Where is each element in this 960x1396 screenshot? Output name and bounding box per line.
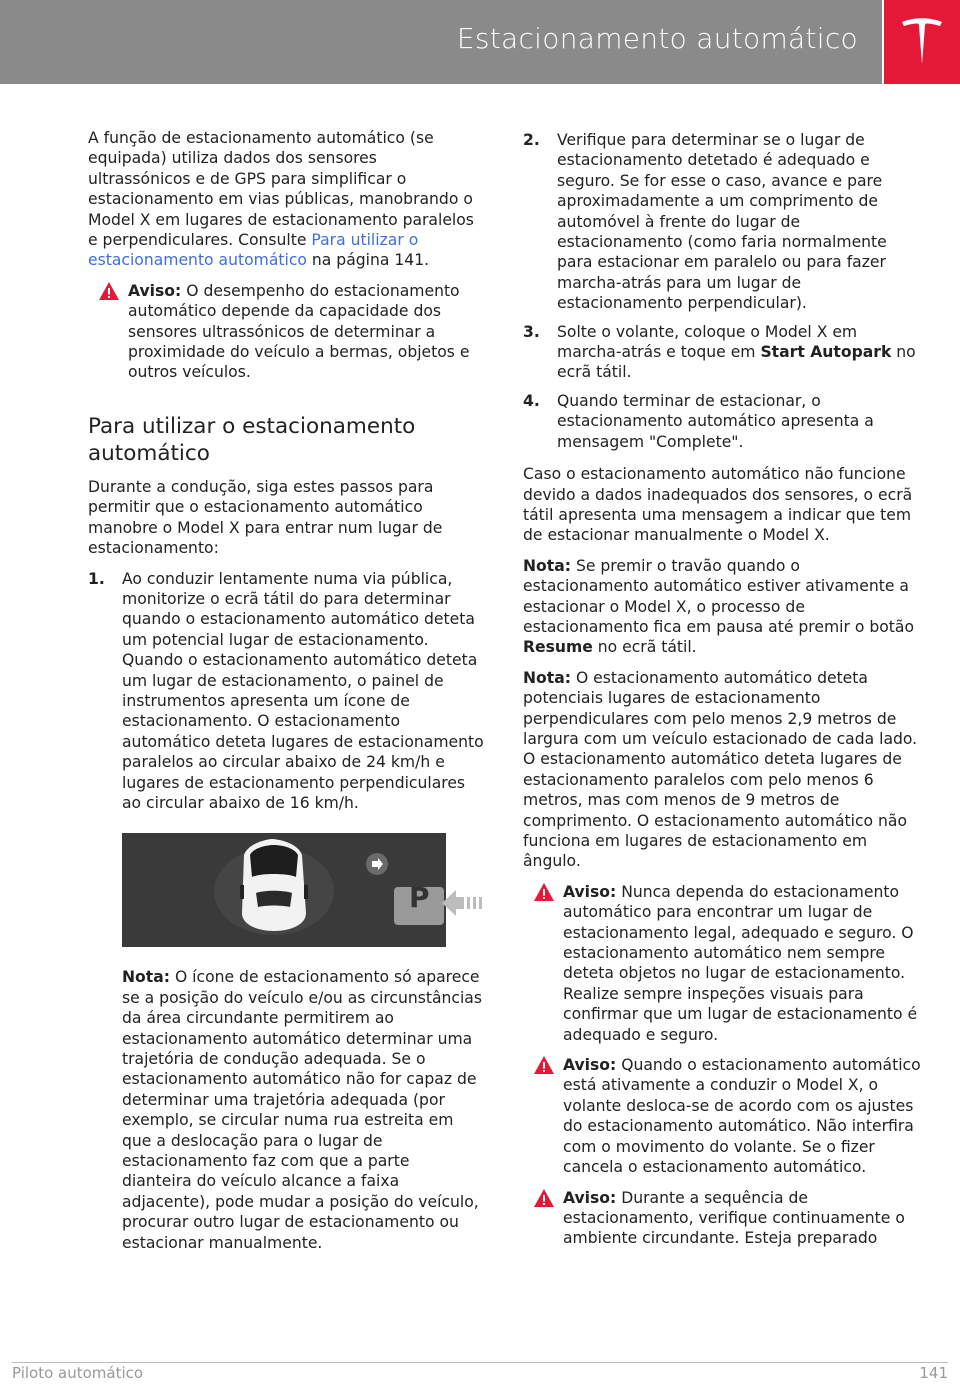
car-top-view-icon: [122, 833, 446, 947]
warning-text: Durante a sequência de estacionamento, verifique continuamente o ambiente circundante. Esteja preparado: [563, 1188, 905, 1248]
warning-label: Aviso:: [563, 882, 617, 901]
step-text: Quando terminar de estacionar, o estacionamento automático apresenta a mensagem "Complete".: [557, 391, 874, 451]
step-number: 1.: [88, 569, 105, 588]
warning-icon: [98, 281, 120, 301]
note-label: Nota:: [122, 968, 170, 987]
tesla-logo: [884, 0, 960, 84]
step-text-end: no ecrã tátil.: [557, 343, 916, 382]
warning-block: [88, 281, 484, 383]
warning-icon: [533, 882, 555, 902]
parking-p-label: P: [409, 881, 430, 915]
step-text: Verifique para determinar se o lugar de estacionamento detetado é adequado e seguro. Se for esse o caso, avance e pare aproximadamente a um comprimento de automóvel à frente do lugar de estacionamento (como faria normalmente para estacionar em paralelo ou para fazer marcha-atrás para um lugar de estacionamento perpendicular).: [557, 131, 887, 313]
note-text: O estacionamento automático deteta potenciais lugares de estacionamento perpendiculares com pelo menos 2,9 metros de largura com um veículo estacionado de cada lado. O estacionamento automático deteta lugares de estacionamento paralelos com pelo menos 6 metros, mas com menos de 9 metros de comprimento. O estacionamento automático não funciona em lugares de estacionamento em ângulo.: [523, 668, 918, 871]
manual-parking-paragraph: Caso o estacionamento automático não funcione devido a dados inadequados dos sensores, o ecrã tátil apresenta uma mensagem a indicar que tem de estacionar manualmente o Model X.: [523, 465, 913, 545]
step-number: 4.: [523, 391, 540, 410]
note-dimensions: [523, 668, 923, 872]
section-paragraph: Durante a condução, siga estes passos para permitir que o estacionamento automático manobre o Model X para entrar num lugar de estacionamento:: [88, 477, 443, 558]
warning-icon: [533, 1055, 555, 1075]
step-2: [523, 130, 923, 314]
left-column: [88, 128, 484, 1253]
intro-text-end: na página 141.: [306, 251, 430, 270]
note-text: O ícone de estacionamento só aparece se a posição do veículo e/ou as circunstâncias da área circundante permitirem ao estacionamento automático determinar uma trajetória de condução adequada. Se o estacionamento automático não for capaz de determinar uma trajetória adequada (por exemplo, se circular numa rua estreita em que a deslocação para o lugar de estacionamento faz com que a parte dianteira do veículo alcance a faixa adjacente), pode mudar a posição do veículo, procurar outro lugar de estacionamento ou estacionar manualmente.: [122, 968, 482, 1252]
warning-text: Nunca dependa do estacionamento automático para encontrar um lugar de estacionamento legal, adequado e seguro. O estacionamento automático nem sempre deteta objetos no lugar de estacionamento. Realize sempre inspeções visuais para confirmar que um lugar de estacionamento é adequado e seguro.: [563, 882, 918, 1044]
warning-block: [523, 1055, 923, 1177]
intro-link[interactable]: Para utilizar o estacionamento automático: [88, 231, 419, 270]
section-heading: Para utilizar o estacionamento automático: [88, 413, 416, 466]
note-brake: [523, 556, 923, 658]
note-text-end: no ecrã tátil.: [592, 638, 697, 657]
warning-block: [523, 1188, 923, 1249]
note-label: Nota:: [523, 556, 571, 575]
step-text: Solte o volante, coloque o Model X em marcha-atrás e toque em: [557, 322, 858, 362]
intro-paragraph: [88, 128, 484, 271]
step-text: Ao conduzir lentamente numa via pública, monitorize o ecrã tátil do para determinar quando o estacionamento automático deteta um potencial lugar de estacionamento. Quando o estacionamento automático deteta um lugar de estacionamento, o painel de instrumentos apresenta um ícone de estacionamento. O estacionamento automático deteta lugares de estacionamento paralelos ao circular abaixo de 24 km/h e lugares de estacionamento perpendiculares ao circular abaixo de 16 km/h.: [122, 569, 484, 812]
right-column: [523, 130, 923, 1259]
step-4: [523, 391, 923, 452]
warning-block: [523, 882, 923, 1045]
footer-divider: [12, 1362, 948, 1363]
start-autopark-label: Start Autopark: [760, 343, 892, 362]
page-title: Estacionamento automático: [456, 22, 858, 55]
intro-text: A função de estacionamento automático (se equipada) utiliza dados dos sensores ultrassónicos e de GPS para simplificar o estacionamento em vias públicas, manobrando o Model X em lugares de estacionamento paralelos e perpendiculares. Consulte: [88, 129, 474, 250]
warning-text: O desempenho do estacionamento automático depende da capacidade dos sensores ultrassónicos de determinar a proximidade do veículo a bermas, objetos e outros veículos.: [128, 281, 470, 382]
step-number: 2.: [523, 131, 540, 149]
resume-label: Resume: [523, 638, 593, 657]
note-block: [88, 967, 484, 1253]
footer-page-number: 141: [919, 1364, 948, 1382]
warning-icon: [533, 1188, 555, 1208]
parking-icon-figure: [122, 833, 446, 947]
note-text: Se premir o travão quando o estacionamento automático estiver ativamente a estacionar o Model X, o processo de estacionamento fica em pausa até premir o botão: [523, 556, 914, 636]
step-1: [88, 569, 484, 814]
step-number: 3.: [523, 322, 540, 341]
warning-label: Aviso:: [128, 281, 182, 300]
arrow-left-icon: [442, 888, 484, 918]
warning-text: Quando o estacionamento automático está ativamente a conduzir o Model X, o volante desloca-se de acordo com os ajustes do estacionamento automático. Não interfira com o movimento do volante. Se o fizer cancela o estacionamento automático.: [563, 1056, 921, 1177]
note-label: Nota:: [523, 668, 571, 687]
footer-section: Piloto automático: [12, 1364, 144, 1382]
tesla-logo-icon: [900, 16, 944, 66]
warning-label: Aviso:: [563, 1188, 617, 1207]
step-3: [523, 322, 923, 383]
warning-label: Aviso:: [563, 1056, 617, 1075]
